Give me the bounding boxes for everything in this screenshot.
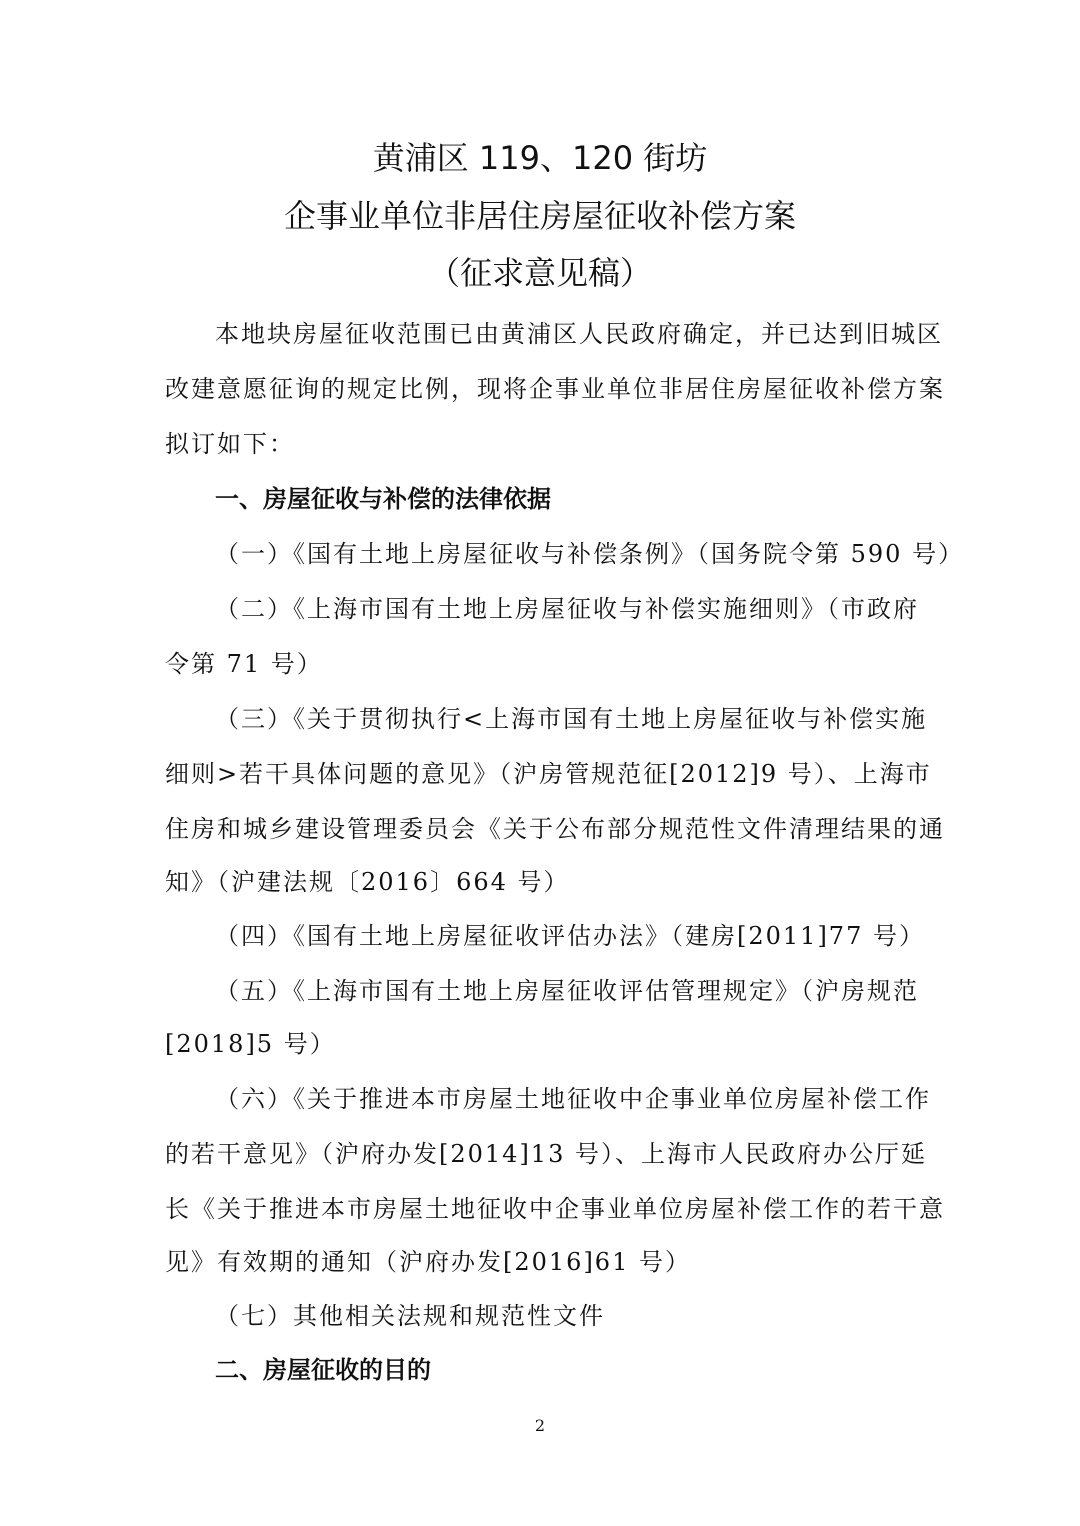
basis-item-3-line-3: 住房和城乡建设管理委员会《关于公布部分规范性文件清理结果的通 — [165, 815, 945, 843]
basis-item-2-line-2: 令第 71 号） — [165, 650, 323, 678]
intro-line-1: 本地块房屋征收范围已由黄浦区人民政府确定，并已达到旧城区 — [215, 320, 943, 348]
basis-item-7: （七）其他相关法规和规范性文件 — [215, 1302, 605, 1330]
basis-item-6-line-4: 见》有效期的通知（沪府办发[2016]61 号） — [165, 1248, 691, 1276]
title-line-2: 企事业单位非居住房屋征收补偿方案 — [283, 197, 796, 235]
basis-item-6-line-2: 的若干意见》（沪府办发[2014]13 号）、上海市人民政府办公厅延 — [165, 1140, 927, 1168]
basis-item-6-line-1: （六）《关于推进本市房屋土地征收中企事业单位房屋补偿工作 — [215, 1085, 931, 1113]
section-2-heading: 二、房屋征收的目的 — [215, 1356, 431, 1384]
title-line-1: 黄浦区 119、120 街坊 — [372, 139, 708, 177]
basis-item-6-line-3: 长《关于推进本市房屋土地征收中企事业单位房屋补偿工作的若干意 — [165, 1195, 945, 1223]
section-1-heading: 一、房屋征收与补偿的法律依据 — [215, 485, 551, 513]
basis-item-5-line-1: （五）《上海市国有土地上房屋征收评估管理规定》（沪房规范 — [215, 977, 919, 1005]
basis-item-3-line-2: 细则>若干具体问题的意见》（沪房管规范征[2012]9 号）、上海市 — [165, 760, 932, 788]
basis-item-3-line-1: （三）《关于贯彻执行<上海市国有土地上房屋征收与补偿实施 — [215, 705, 928, 733]
intro-line-2: 改建意愿征询的规定比例，现将企事业单位非居住房屋征收补偿方案 — [165, 375, 945, 403]
basis-item-1: （一）《国有土地上房屋征收与补偿条例》（国务院令第 590 号） — [215, 540, 965, 568]
basis-item-5-line-2: [2018]5 号） — [165, 1030, 336, 1058]
title-line-3: （征求意见稿） — [427, 254, 652, 292]
basis-item-4: （四）《国有土地上房屋征收评估办法》（建房[2011]77 号） — [215, 922, 925, 950]
intro-line-3: 拟订如下： — [165, 430, 295, 458]
basis-item-3-line-4: 知》（沪建法规〔2016〕664 号） — [165, 868, 570, 896]
page-number: 2 — [534, 1416, 546, 1435]
basis-item-2-line-1: （二）《上海市国有土地上房屋征收与补偿实施细则》（市政府 — [215, 595, 919, 623]
